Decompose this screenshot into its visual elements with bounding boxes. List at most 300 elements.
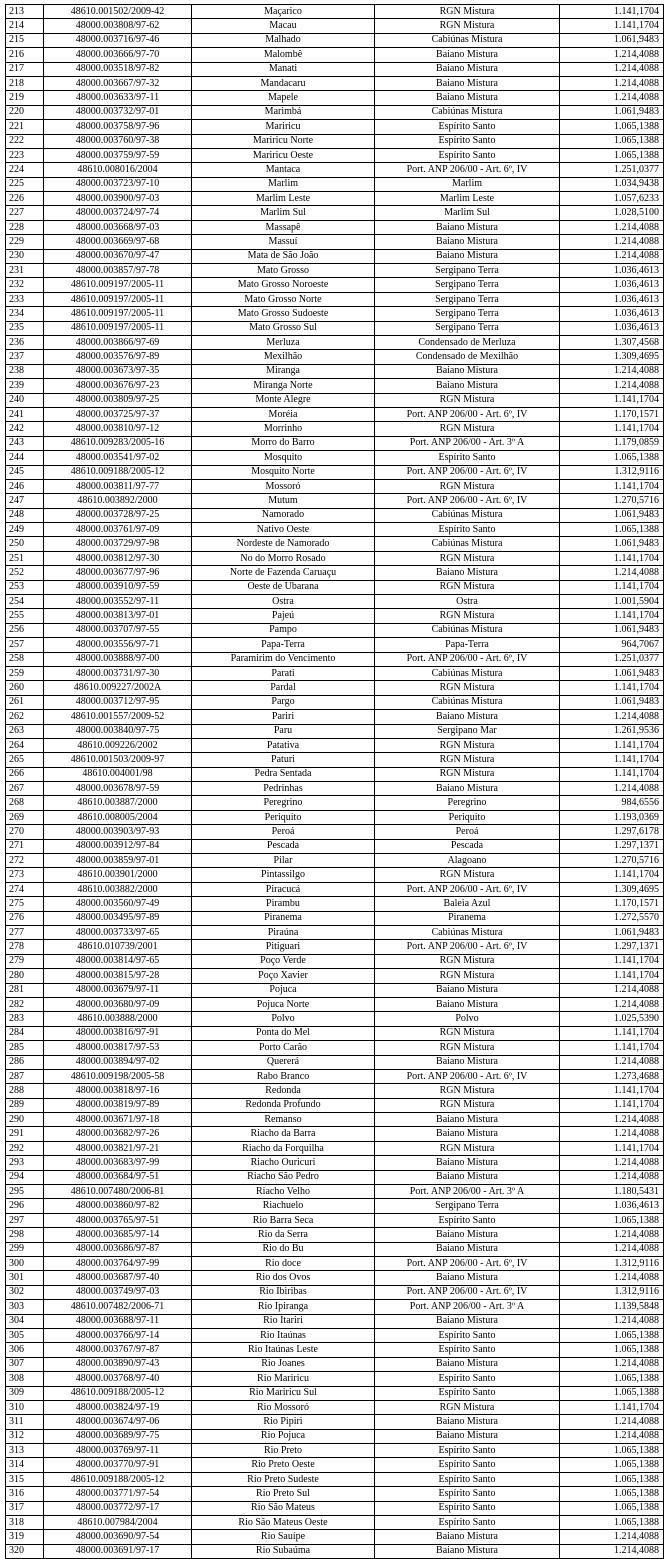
field-name-cell: Mato Grosso — [192, 264, 375, 278]
table-row — [6, 566, 664, 580]
table-row — [6, 595, 664, 609]
field-name-cell: Pintassilgo — [192, 868, 375, 882]
table-row — [6, 954, 664, 968]
reference-oil-cell: Port. ANP 206/00 - Art. 6º, IV — [375, 494, 560, 508]
reference-oil-cell: Pescada — [375, 839, 560, 853]
reference-oil-cell: Baiano Mistura — [375, 782, 560, 796]
field-name-cell: Rio Subaúma — [192, 1544, 375, 1558]
process-number-cell: 48000.003667/97-32 — [44, 76, 192, 90]
table-row — [6, 911, 664, 925]
price-value-cell: 1.057,6233 — [560, 192, 664, 206]
table-row — [6, 249, 664, 263]
table-row — [6, 983, 664, 997]
field-name-cell: Pampo — [192, 623, 375, 637]
process-number-cell: 48610.004001/98 — [44, 767, 192, 781]
row-number-cell: 290 — [6, 1113, 44, 1127]
reference-oil-cell: Espírito Santo — [375, 1444, 560, 1458]
field-name-cell: Poço Verde — [192, 954, 375, 968]
row-number-cell: 270 — [6, 825, 44, 839]
row-number-cell: 310 — [6, 1400, 44, 1414]
reference-oil-cell: Port. ANP 206/00 - Art. 6º, IV — [375, 652, 560, 666]
row-number-cell: 279 — [6, 954, 44, 968]
table-row — [6, 868, 664, 882]
field-name-cell: Rio Mossoró — [192, 1400, 375, 1414]
price-value-cell: 1.297,1371 — [560, 940, 664, 954]
field-name-cell: Rio Joanes — [192, 1357, 375, 1371]
price-value-cell: 1.214,4088 — [560, 1429, 664, 1443]
process-number-cell: 48000.003677/97-96 — [44, 566, 192, 580]
process-number-cell: 48610.009197/2005-11 — [44, 307, 192, 321]
price-value-cell: 1.214,4088 — [560, 710, 664, 724]
reference-oil-cell: Alagoano — [375, 854, 560, 868]
table-row — [6, 264, 664, 278]
process-number-cell: 48000.003691/97-17 — [44, 1544, 192, 1558]
price-value-cell: 1.036,4613 — [560, 278, 664, 292]
field-name-cell: Rio dos Ovos — [192, 1271, 375, 1285]
price-value-cell: 1.141,1704 — [560, 753, 664, 767]
price-value-cell: 1.065,1388 — [560, 1487, 664, 1501]
price-value-cell: 1.180,5431 — [560, 1185, 664, 1199]
table-row — [6, 235, 664, 249]
price-value-cell: 1.141,1704 — [560, 609, 664, 623]
field-name-cell: Mexilhão — [192, 350, 375, 364]
row-number-cell: 296 — [6, 1199, 44, 1213]
field-name-cell: Nativo Oeste — [192, 523, 375, 537]
price-value-cell: 1.214,4088 — [560, 1544, 664, 1558]
price-value-cell: 1.214,4088 — [560, 249, 664, 263]
row-number-cell: 225 — [6, 177, 44, 191]
process-number-cell: 48000.003900/97-03 — [44, 192, 192, 206]
reference-oil-cell: RGN Mistura — [375, 753, 560, 767]
field-name-cell: Rio Itaúnas Leste — [192, 1343, 375, 1357]
table-row — [6, 292, 664, 306]
table-row — [6, 940, 664, 954]
reference-oil-cell: Espírito Santo — [375, 1487, 560, 1501]
process-number-cell: 48610.008005/2004 — [44, 810, 192, 824]
row-number-cell: 231 — [6, 264, 44, 278]
row-number-cell: 312 — [6, 1429, 44, 1443]
price-value-cell: 1.034,9438 — [560, 177, 664, 191]
field-name-cell: Paramirim do Vencimento — [192, 652, 375, 666]
row-number-cell: 291 — [6, 1127, 44, 1141]
price-value-cell: 1.036,4613 — [560, 1199, 664, 1213]
field-name-cell: Macau — [192, 19, 375, 33]
field-name-cell: Pitiguari — [192, 940, 375, 954]
price-value-cell: 1.214,4088 — [560, 91, 664, 105]
price-value-cell: 1.025,5390 — [560, 1012, 664, 1026]
table-row — [6, 753, 664, 767]
field-name-cell: Rio Preto — [192, 1444, 375, 1458]
row-number-cell: 303 — [6, 1300, 44, 1314]
table-row — [6, 62, 664, 76]
table-row — [6, 1156, 664, 1170]
reference-oil-cell: Baiano Mistura — [375, 1544, 560, 1558]
reference-oil-cell: RGN Mistura — [375, 551, 560, 565]
table-row — [6, 407, 664, 421]
table-row — [6, 1041, 664, 1055]
price-value-cell: 1.139,5848 — [560, 1300, 664, 1314]
process-number-cell: 48610.001503/2009-97 — [44, 753, 192, 767]
row-number-cell: 272 — [6, 854, 44, 868]
field-name-cell: Piranema — [192, 911, 375, 925]
price-value-cell: 1.061,9483 — [560, 666, 664, 680]
process-number-cell: 48000.003910/97-59 — [44, 580, 192, 594]
process-number-cell: 48000.003772/97-17 — [44, 1501, 192, 1515]
field-name-cell: Rio do Bu — [192, 1242, 375, 1256]
row-number-cell: 227 — [6, 206, 44, 220]
process-number-cell: 48000.003809/97-25 — [44, 393, 192, 407]
price-value-cell: 1.214,4088 — [560, 220, 664, 234]
field-name-cell: Namorado — [192, 508, 375, 522]
field-name-cell: Rio Pojuca — [192, 1429, 375, 1443]
row-number-cell: 278 — [6, 940, 44, 954]
reference-oil-cell: Piranema — [375, 911, 560, 925]
process-number-cell: 48610.009197/2005-11 — [44, 321, 192, 335]
reference-oil-cell: Port. ANP 206/00 - Art. 3º A — [375, 1185, 560, 1199]
process-number-cell: 48610.003901/2000 — [44, 868, 192, 882]
table-row — [6, 148, 664, 162]
process-number-cell: 48000.003724/97-74 — [44, 206, 192, 220]
process-number-cell: 48000.003712/97-95 — [44, 695, 192, 709]
table-row — [6, 882, 664, 896]
reference-oil-cell: RGN Mistura — [375, 1098, 560, 1112]
price-value-cell: 1.061,9483 — [560, 508, 664, 522]
process-number-cell: 48000.003689/97-75 — [44, 1429, 192, 1443]
reference-oil-cell: Baiano Mistura — [375, 1429, 560, 1443]
reference-oil-cell: Baiano Mistura — [375, 48, 560, 62]
price-value-cell: 1.036,4613 — [560, 292, 664, 306]
row-number-cell: 230 — [6, 249, 44, 263]
table-row — [6, 796, 664, 810]
table-row — [6, 997, 664, 1011]
reference-oil-cell: Cabiúnas Mistura — [375, 666, 560, 680]
process-number-cell: 48610.007482/2006-71 — [44, 1300, 192, 1314]
row-number-cell: 268 — [6, 796, 44, 810]
process-number-cell: 48610.007480/2006-81 — [44, 1185, 192, 1199]
field-name-cell: Riacho São Pedro — [192, 1170, 375, 1184]
price-value-cell: 1.214,4088 — [560, 782, 664, 796]
reference-oil-cell: RGN Mistura — [375, 954, 560, 968]
process-number-cell: 48000.003767/97-87 — [44, 1343, 192, 1357]
table-row — [6, 1069, 664, 1083]
price-value-cell: 1.141,1704 — [560, 551, 664, 565]
row-number-cell: 235 — [6, 321, 44, 335]
row-number-cell: 219 — [6, 91, 44, 105]
process-number-cell: 48610.009283/2005-16 — [44, 436, 192, 450]
row-number-cell: 294 — [6, 1170, 44, 1184]
process-number-cell: 48000.003770/97-91 — [44, 1458, 192, 1472]
row-number-cell: 269 — [6, 810, 44, 824]
process-number-cell: 48000.003768/97-40 — [44, 1372, 192, 1386]
table-row — [6, 1185, 664, 1199]
reference-oil-cell: Baiano Mistura — [375, 76, 560, 90]
field-name-cell: Mato Grosso Sudoeste — [192, 307, 375, 321]
table-row — [6, 1444, 664, 1458]
field-name-cell: Massuí — [192, 235, 375, 249]
row-number-cell: 250 — [6, 537, 44, 551]
field-name-cell: Mantaca — [192, 163, 375, 177]
price-value-cell: 1.061,9483 — [560, 623, 664, 637]
process-number-cell: 48000.003821/97-21 — [44, 1141, 192, 1155]
table-row — [6, 738, 664, 752]
field-name-cell: Merluza — [192, 335, 375, 349]
table-row — [6, 479, 664, 493]
field-name-cell: Patativa — [192, 738, 375, 752]
table-row — [6, 1170, 664, 1184]
row-number-cell: 288 — [6, 1084, 44, 1098]
process-number-cell: 48000.003766/97-14 — [44, 1328, 192, 1342]
row-number-cell: 315 — [6, 1472, 44, 1486]
price-value-cell: 1.272,5570 — [560, 911, 664, 925]
field-name-cell: Redonda Profundo — [192, 1098, 375, 1112]
reference-oil-cell: Espírito Santo — [375, 148, 560, 162]
price-value-cell: 1.065,1388 — [560, 1372, 664, 1386]
reference-oil-cell: RGN Mistura — [375, 19, 560, 33]
price-value-cell: 1.141,1704 — [560, 1084, 664, 1098]
field-name-cell: Rio São Mateus — [192, 1501, 375, 1515]
price-value-cell: 1.214,4088 — [560, 364, 664, 378]
price-value-cell: 1.214,4088 — [560, 1415, 664, 1429]
table-row — [6, 451, 664, 465]
process-number-cell: 48000.003890/97-43 — [44, 1357, 192, 1371]
process-number-cell: 48000.003818/97-16 — [44, 1084, 192, 1098]
reference-oil-cell: Baiano Mistura — [375, 1156, 560, 1170]
reference-oil-cell: Espírito Santo — [375, 120, 560, 134]
field-name-cell: Rio Preto Sudeste — [192, 1472, 375, 1486]
price-value-cell: 1.141,1704 — [560, 580, 664, 594]
row-number-cell: 295 — [6, 1185, 44, 1199]
table-row — [6, 1285, 664, 1299]
field-name-cell: Pojuca — [192, 983, 375, 997]
process-number-cell: 48610.003887/2000 — [44, 796, 192, 810]
process-number-cell: 48610.001557/2009-52 — [44, 710, 192, 724]
row-number-cell: 240 — [6, 393, 44, 407]
row-number-cell: 317 — [6, 1501, 44, 1515]
row-number-cell: 293 — [6, 1156, 44, 1170]
process-number-cell: 48610.009227/2002A — [44, 681, 192, 695]
reference-oil-cell: Espírito Santo — [375, 1386, 560, 1400]
price-value-cell: 1.214,4088 — [560, 379, 664, 393]
row-number-cell: 258 — [6, 652, 44, 666]
reference-oil-cell: Espírito Santo — [375, 1472, 560, 1486]
table-row — [6, 710, 664, 724]
reference-oil-cell: Papa-Terra — [375, 638, 560, 652]
table-row — [6, 681, 664, 695]
process-number-cell: 48610.008016/2004 — [44, 163, 192, 177]
process-number-cell: 48000.003556/97-71 — [44, 638, 192, 652]
reference-oil-cell: Baiano Mistura — [375, 1530, 560, 1544]
reference-oil-cell: Port. ANP 206/00 - Art. 6º, IV — [375, 1285, 560, 1299]
field-name-cell: Rio Ibiribas — [192, 1285, 375, 1299]
process-number-cell: 48000.003765/97-51 — [44, 1213, 192, 1227]
row-number-cell: 319 — [6, 1530, 44, 1544]
reference-oil-cell: Baiano Mistura — [375, 249, 560, 263]
field-name-cell: Miranga — [192, 364, 375, 378]
process-number-cell: 48610.003892/2000 — [44, 494, 192, 508]
table-row — [6, 1386, 664, 1400]
process-number-cell: 48000.003676/97-23 — [44, 379, 192, 393]
row-number-cell: 246 — [6, 479, 44, 493]
row-number-cell: 261 — [6, 695, 44, 709]
reference-oil-cell: Espírito Santo — [375, 1516, 560, 1530]
field-name-cell: Rio Itaúnas — [192, 1328, 375, 1342]
price-value-cell: 1.065,1388 — [560, 1328, 664, 1342]
table-row — [6, 1530, 664, 1544]
process-number-cell: 48000.003761/97-09 — [44, 523, 192, 537]
row-number-cell: 286 — [6, 1055, 44, 1069]
price-value-cell: 1.141,1704 — [560, 1026, 664, 1040]
process-number-cell: 48000.003808/97-62 — [44, 19, 192, 33]
price-value-cell: 1.036,4613 — [560, 321, 664, 335]
process-number-cell: 48000.003688/97-11 — [44, 1314, 192, 1328]
reference-oil-cell: Baiano Mistura — [375, 62, 560, 76]
reference-oil-cell: Condensado de Mexilhão — [375, 350, 560, 364]
row-number-cell: 226 — [6, 192, 44, 206]
table-row — [6, 1544, 664, 1558]
table-row — [6, 897, 664, 911]
reference-oil-cell: Baiano Mistura — [375, 1357, 560, 1371]
table-row — [6, 1328, 664, 1342]
table-row — [6, 1343, 664, 1357]
row-number-cell: 318 — [6, 1516, 44, 1530]
process-number-cell: 48000.003894/97-02 — [44, 1055, 192, 1069]
table-row — [6, 1429, 664, 1443]
process-number-cell: 48610.007984/2004 — [44, 1516, 192, 1530]
price-value-cell: 1.214,4088 — [560, 1156, 664, 1170]
table-row — [6, 609, 664, 623]
reference-oil-cell: Baiano Mistura — [375, 1415, 560, 1429]
row-number-cell: 222 — [6, 134, 44, 148]
field-name-cell: Riacho Ouricuri — [192, 1156, 375, 1170]
row-number-cell: 289 — [6, 1098, 44, 1112]
field-name-cell: Mariricu Norte — [192, 134, 375, 148]
price-value-cell: 1.214,4088 — [560, 1242, 664, 1256]
process-number-cell: 48000.003518/97-82 — [44, 62, 192, 76]
row-number-cell: 302 — [6, 1285, 44, 1299]
field-name-cell: Rio Itariri — [192, 1314, 375, 1328]
process-number-cell: 48610.009188/2005-12 — [44, 1472, 192, 1486]
table-row — [6, 969, 664, 983]
row-number-cell: 280 — [6, 969, 44, 983]
field-name-cell: No do Morro Rosado — [192, 551, 375, 565]
reference-oil-cell: RGN Mistura — [375, 609, 560, 623]
price-value-cell: 1.065,1388 — [560, 1472, 664, 1486]
row-number-cell: 220 — [6, 105, 44, 119]
row-number-cell: 281 — [6, 983, 44, 997]
table-row — [6, 1127, 664, 1141]
reference-oil-cell: Marlim — [375, 177, 560, 191]
price-value-cell: 1.061,9483 — [560, 33, 664, 47]
price-value-cell: 1.065,1388 — [560, 1386, 664, 1400]
row-number-cell: 266 — [6, 767, 44, 781]
table-row — [6, 551, 664, 565]
field-name-cell: Rio Pipiri — [192, 1415, 375, 1429]
table-row — [6, 1472, 664, 1486]
field-name-cell: Peregrino — [192, 796, 375, 810]
process-number-cell: 48000.003771/97-54 — [44, 1487, 192, 1501]
field-name-cell: Riacho da Barra — [192, 1127, 375, 1141]
table-row — [6, 48, 664, 62]
process-number-cell: 48000.003817/97-53 — [44, 1041, 192, 1055]
table-row — [6, 1141, 664, 1155]
process-number-cell: 48000.003687/97-40 — [44, 1271, 192, 1285]
row-number-cell: 223 — [6, 148, 44, 162]
table-row — [6, 782, 664, 796]
process-number-cell: 48000.003684/97-51 — [44, 1170, 192, 1184]
reference-oil-cell: Baiano Mistura — [375, 1242, 560, 1256]
process-number-cell: 48000.003813/97-01 — [44, 609, 192, 623]
process-number-cell: 48000.003728/97-25 — [44, 508, 192, 522]
reference-oil-cell: Cabiúnas Mistura — [375, 926, 560, 940]
process-number-cell: 48000.003725/97-37 — [44, 407, 192, 421]
table-row — [6, 1256, 664, 1270]
row-number-cell: 236 — [6, 335, 44, 349]
row-number-cell: 316 — [6, 1487, 44, 1501]
row-number-cell: 257 — [6, 638, 44, 652]
process-number-cell: 48000.003723/97-10 — [44, 177, 192, 191]
row-number-cell: 242 — [6, 422, 44, 436]
row-number-cell: 300 — [6, 1256, 44, 1270]
price-value-cell: 1.214,4088 — [560, 1127, 664, 1141]
price-value-cell: 984,6556 — [560, 796, 664, 810]
field-name-cell: Rio Barra Seca — [192, 1213, 375, 1227]
table-row — [6, 379, 664, 393]
row-number-cell: 218 — [6, 76, 44, 90]
field-name-cell: Piracucá — [192, 882, 375, 896]
row-number-cell: 249 — [6, 523, 44, 537]
process-number-cell: 48000.003816/97-91 — [44, 1026, 192, 1040]
field-name-cell: Marlim Sul — [192, 206, 375, 220]
row-number-cell: 259 — [6, 666, 44, 680]
field-name-cell: Mata de São João — [192, 249, 375, 263]
reference-oil-cell: Espírito Santo — [375, 451, 560, 465]
price-value-cell: 1.261,9536 — [560, 724, 664, 738]
field-name-cell: Rio Preto Sul — [192, 1487, 375, 1501]
field-name-cell: Morro do Barro — [192, 436, 375, 450]
reference-oil-cell: Baiano Mistura — [375, 1271, 560, 1285]
table-row — [6, 321, 664, 335]
field-name-cell: Ponta do Mel — [192, 1026, 375, 1040]
process-number-cell: 48000.003680/97-09 — [44, 997, 192, 1011]
table-row — [6, 206, 664, 220]
price-value-cell: 1.214,4088 — [560, 983, 664, 997]
row-number-cell: 274 — [6, 882, 44, 896]
table-row — [6, 1199, 664, 1213]
price-value-cell: 1.214,4088 — [560, 1271, 664, 1285]
process-number-cell: 48000.003764/97-99 — [44, 1256, 192, 1270]
price-value-cell: 1.214,4088 — [560, 1113, 664, 1127]
table-row — [6, 1314, 664, 1328]
reference-oil-cell: Sergipano Mar — [375, 724, 560, 738]
row-number-cell: 256 — [6, 623, 44, 637]
price-value-cell: 1.141,1704 — [560, 1141, 664, 1155]
row-number-cell: 271 — [6, 839, 44, 853]
field-name-cell: Morrinho — [192, 422, 375, 436]
price-value-cell: 1.251,0377 — [560, 652, 664, 666]
table-row — [6, 839, 664, 853]
process-number-cell: 48000.003888/97-00 — [44, 652, 192, 666]
process-number-cell: 48610.003882/2000 — [44, 882, 192, 896]
reference-oil-cell: Espírito Santo — [375, 1501, 560, 1515]
price-value-cell: 1.141,1704 — [560, 5, 664, 19]
reference-oil-cell: Periquito — [375, 810, 560, 824]
table-row — [6, 1098, 664, 1112]
reference-oil-cell: Ostra — [375, 595, 560, 609]
field-name-cell: Rio Preto Oeste — [192, 1458, 375, 1472]
table-row — [6, 134, 664, 148]
process-number-cell: 48000.003495/97-89 — [44, 911, 192, 925]
process-number-cell: 48000.003666/97-70 — [44, 48, 192, 62]
